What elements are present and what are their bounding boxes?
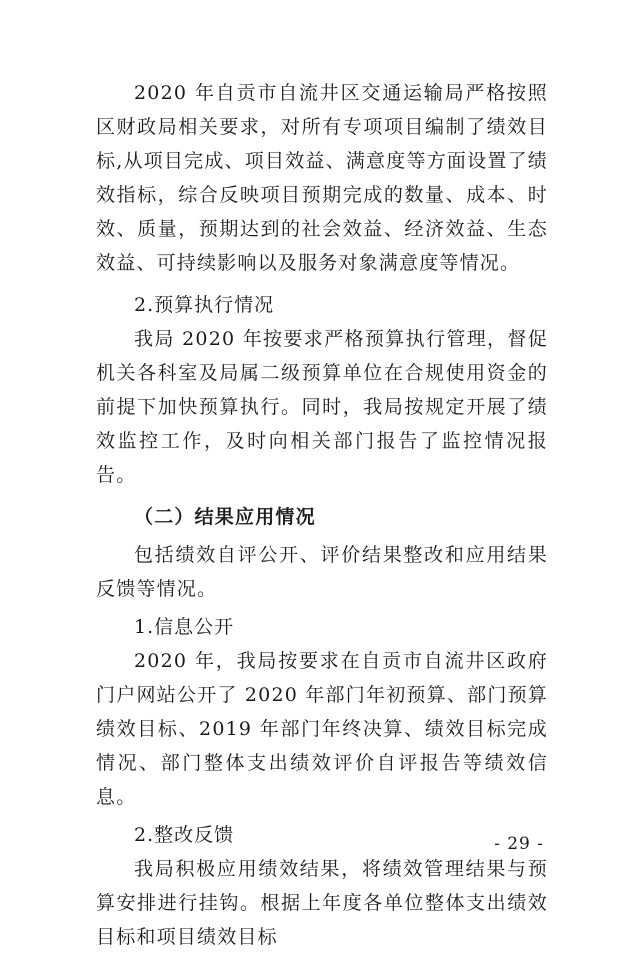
paragraph-results-application: 包括绩效自评公开、评价结果整改和应用结果反馈等情况。 xyxy=(96,544,548,600)
subheading-rectification: 2.整改反馈 xyxy=(134,824,235,846)
paragraph-info-disclosure: 2020 年，我局按要求在自贡市自流井区政府门户网站公开了 2020 年部门年初预算、部门预算绩效目标、2019 年部门年终决算、绩效目标完成情况、部门整体支出绩效评价自评报告等绩效信息。 xyxy=(96,650,548,808)
section-heading-results-application: （二）结果应用情况 xyxy=(134,506,316,528)
page-number: - 29 - xyxy=(494,834,544,854)
paragraph-performance-targets: 2020 年自贡市自流井区交通运输局严格按照区财政局相关要求，对所有专项项目编制了绩效目标,从项目完成、项目效益、满意度等方面设置了绩效指标，综合反映项目预期完成的数量、成本、时效、质量，预期达到的社会效益、经济效益、生态效益、可持续影响以及服务对象满意度等情况。 xyxy=(96,82,548,274)
subheading-budget-execution: 2.预算执行情况 xyxy=(134,294,275,316)
document-body xyxy=(96,76,548,954)
paragraph-rectification: 我局积极应用绩效结果，将绩效管理结果与预算安排进行挂钩。根据上年度各单位整体支出绩效目标和项目绩效目标 xyxy=(96,858,548,948)
subheading-info-disclosure: 1.信息公开 xyxy=(134,616,235,638)
paragraph-budget-execution: 我局 2020 年按要求严格预算执行管理，督促机关各科室及局属二级预算单位在合规使用资金的前提下加快预算执行。同时，我局按规定开展了绩效监控工作，及时向相关部门报告了监控情况报告。 xyxy=(96,328,548,486)
